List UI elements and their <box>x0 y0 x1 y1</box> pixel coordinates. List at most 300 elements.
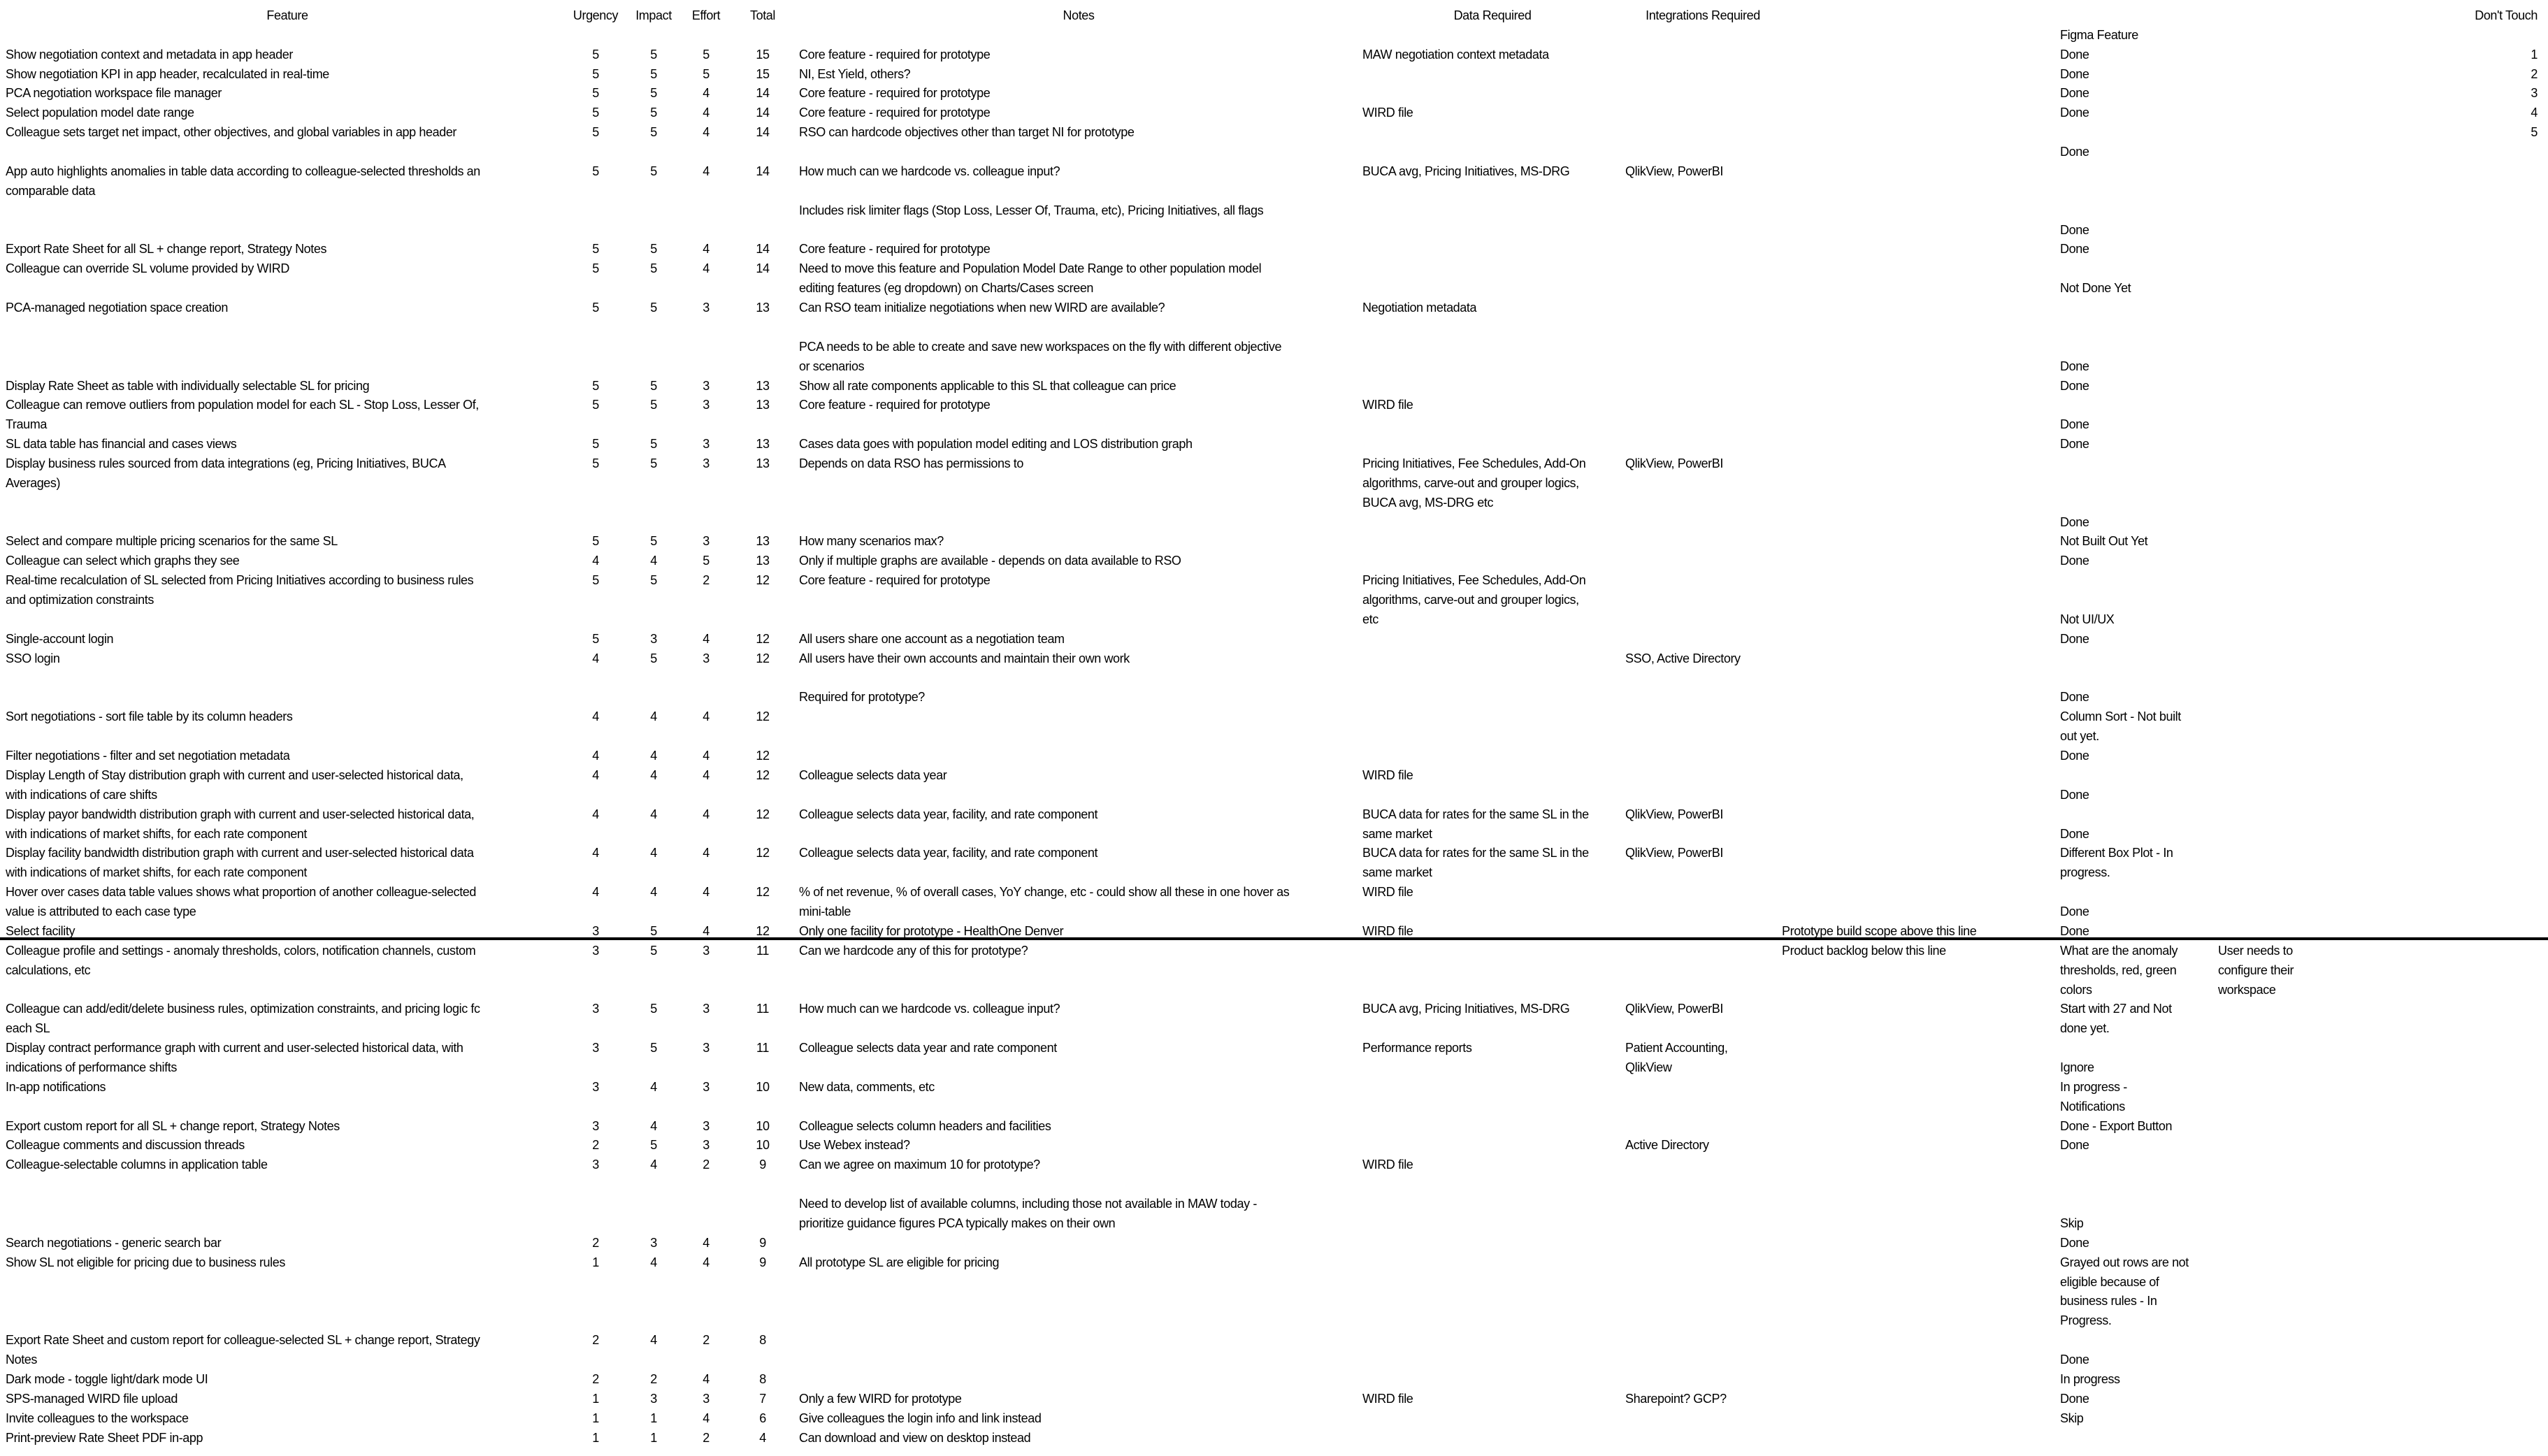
cell-feature: Real-time recalculation of SL selected from Pricing Initiatives according to business rules <box>6 573 474 587</box>
sheet-row <box>0 376 2548 396</box>
cell-impact: 3 <box>650 632 657 646</box>
cell-notes: Core feature - required for prototype <box>799 48 991 62</box>
cell-feature: Colleague sets target net impact, other objectives, and global variables in app header <box>6 125 457 139</box>
sheet-row <box>0 415 2548 434</box>
cell-urgency: 5 <box>592 534 599 548</box>
cell-impact: 5 <box>650 48 657 62</box>
cell-notes: Show all rate components applicable to this SL that colleague can price <box>799 379 1176 393</box>
cell-effort: 2 <box>703 1431 710 1445</box>
cell-feature: Display facility bandwidth distribution graph with current and user-selected historical data <box>6 846 474 860</box>
cell-total: 9 <box>759 1255 766 1269</box>
cell-figma-status: thresholds, red, green <box>2060 963 2177 977</box>
cell-total: 11 <box>756 944 769 958</box>
cell-figma-status: Different Box Plot - In <box>2060 846 2173 860</box>
sheet-row <box>0 512 2548 532</box>
cell-notes: Colleague selects data year, facility, and rate component <box>799 807 1098 821</box>
cell-effort: 4 <box>703 1411 710 1425</box>
sheet-row <box>0 687 2548 707</box>
cell-urgency: 3 <box>592 1041 599 1055</box>
cell-data-required: BUCA data for rates for the same SL in the <box>1362 807 1589 821</box>
sheet-row <box>0 668 2548 688</box>
cell-impact: 5 <box>650 651 657 665</box>
cell-notes: Colleague selects data year and rate component <box>799 1041 1057 1055</box>
cell-notes: Core feature - required for prototype <box>799 86 991 100</box>
cell-data-required: Pricing Initiatives, Fee Schedules, Add-On <box>1362 456 1586 470</box>
cell-total: 12 <box>756 709 770 723</box>
cell-workspace-note: User needs to <box>2218 944 2293 958</box>
cell-notes: Only a few WIRD for prototype <box>799 1392 962 1406</box>
cell-integrations-required: QlikView <box>1625 1060 1672 1074</box>
cell-feature: Display business rules sourced from data integrations (eg, Pricing Initiatives, BUCA <box>6 456 446 470</box>
sheet-row <box>0 83 2548 103</box>
cell-urgency: 2 <box>592 1333 599 1347</box>
cell-impact: 4 <box>650 1080 657 1094</box>
cell-notes: prioritize guidance figures PCA typically makes on their own <box>799 1216 1116 1230</box>
sheet-row <box>0 746 2548 765</box>
col-header-feature: Feature <box>266 8 308 22</box>
sheet-row <box>0 1097 2548 1116</box>
cell-urgency: 4 <box>592 749 599 763</box>
cell-integrations-required: QlikView, PowerBI <box>1625 807 1723 821</box>
cell-figma-status: Done <box>2060 223 2089 237</box>
cell-feature: Colleague can override SL volume provided by WIRD <box>6 261 289 275</box>
cell-feature: Print-preview Rate Sheet PDF in-app <box>6 1431 203 1445</box>
cell-dont-touch: 3 <box>2531 86 2538 100</box>
cell-total: 15 <box>756 67 770 81</box>
cell-total: 10 <box>756 1119 770 1133</box>
cell-notes: RSO can hardcode objectives other than target NI for prototype <box>799 125 1135 139</box>
cell-figma-status: Figma Feature <box>2060 28 2138 42</box>
sheet-row <box>0 337 2548 356</box>
col-header-integrations-required: Integrations Required <box>1646 8 1760 22</box>
cell-feature: Averages) <box>6 476 61 490</box>
cell-dont-touch: 1 <box>2531 48 2538 62</box>
cell-feature: Dark mode - toggle light/dark mode UI <box>6 1372 208 1386</box>
cell-total: 13 <box>756 437 770 451</box>
cell-notes: % of net revenue, % of overall cases, YoY change, etc - could show all these in one hover as <box>799 885 1290 899</box>
cell-figma-status: Done <box>2060 359 2089 373</box>
cell-notes: How much can we hardcode vs. colleague input? <box>799 164 1060 178</box>
cell-total: 10 <box>756 1080 770 1094</box>
cell-feature: with indications of care shifts <box>6 788 157 802</box>
sheet-row <box>0 843 2548 863</box>
cell-impact: 4 <box>650 554 657 568</box>
cell-notes: Can RSO team initialize negotiations when new WIRD are available? <box>799 301 1165 315</box>
cell-total: 14 <box>756 106 770 120</box>
cell-impact: 5 <box>650 924 657 938</box>
cell-impact: 4 <box>650 749 657 763</box>
cell-total: 13 <box>756 456 770 470</box>
cell-feature: calculations, etc <box>6 963 91 977</box>
cell-data-required: WIRD file <box>1362 106 1413 120</box>
cell-impact: 4 <box>650 1333 657 1347</box>
cell-data-required: algorithms, carve-out and grouper logics, <box>1362 593 1579 607</box>
cell-urgency: 5 <box>592 164 599 178</box>
cell-feature: Filter negotiations - filter and set negotiation metadata <box>6 749 290 763</box>
cell-figma-status: Done <box>2060 924 2089 938</box>
cell-figma-status: Ignore <box>2060 1060 2094 1074</box>
cell-urgency: 5 <box>592 437 599 451</box>
sheet-row <box>0 1116 2548 1136</box>
cell-effort: 4 <box>703 242 710 256</box>
cell-impact: 5 <box>650 1041 657 1055</box>
cell-impact: 5 <box>650 164 657 178</box>
cell-figma-status: What are the anomaly <box>2060 944 2178 958</box>
sheet-row <box>0 45 2548 64</box>
cell-feature: PCA negotiation workspace file manager <box>6 86 222 100</box>
cell-feature: Select and compare multiple pricing scenarios for the same SL <box>6 534 338 548</box>
cell-total: 11 <box>756 1041 769 1055</box>
cell-figma-status: Start with 27 and Not <box>2060 1002 2172 1016</box>
sheet-row <box>0 1058 2548 1077</box>
cell-impact: 5 <box>650 1002 657 1016</box>
cell-feature: Export Rate Sheet for all SL + change report, Strategy Notes <box>6 242 327 256</box>
cell-figma-status: Done <box>2060 904 2089 918</box>
cell-notes: NI, Est Yield, others? <box>799 67 911 81</box>
cell-feature: SPS-managed WIRD file upload <box>6 1392 178 1406</box>
cell-workspace-note: configure their <box>2218 963 2294 977</box>
cell-impact: 4 <box>650 807 657 821</box>
cell-data-required: WIRD file <box>1362 885 1413 899</box>
cell-integrations-required: QlikView, PowerBI <box>1625 164 1723 178</box>
cell-feature: Trauma <box>6 417 47 431</box>
cell-figma-status: Done <box>2060 1138 2089 1152</box>
cell-effort: 3 <box>703 534 710 548</box>
cell-impact: 5 <box>650 242 657 256</box>
cell-notes: Only one facility for prototype - HealthOne Denver <box>799 924 1064 938</box>
cell-effort: 3 <box>703 1041 710 1055</box>
cell-total: 14 <box>756 86 770 100</box>
cell-figma-status: Done <box>2060 379 2089 393</box>
cell-data-required: MAW negotiation context metadata <box>1362 48 1549 62</box>
cell-feature: Show negotiation context and metadata in app header <box>6 48 293 62</box>
sheet-row <box>0 1135 2548 1155</box>
sheet-row <box>0 356 2548 376</box>
cell-effort: 4 <box>703 846 710 860</box>
sheet-row <box>0 1408 2548 1428</box>
cell-figma-status: Done <box>2060 632 2089 646</box>
cell-effort: 4 <box>703 164 710 178</box>
cell-urgency: 3 <box>592 1119 599 1133</box>
cell-effort: 4 <box>703 924 710 938</box>
cell-effort: 4 <box>703 768 710 782</box>
cell-total: 7 <box>759 1392 766 1406</box>
cell-data-required: Performance reports <box>1362 1041 1472 1055</box>
sheet-row <box>0 1330 2548 1350</box>
cell-impact: 5 <box>650 1138 657 1152</box>
cell-feature: indications of performance shifts <box>6 1060 177 1074</box>
cell-impact: 5 <box>650 261 657 275</box>
cell-effort: 4 <box>703 749 710 763</box>
cell-total: 9 <box>759 1158 766 1172</box>
sheet-row <box>0 181 2548 201</box>
cell-total: 8 <box>759 1372 766 1386</box>
sheet-row <box>0 960 2548 980</box>
cell-urgency: 1 <box>592 1255 599 1269</box>
cell-feature: Colleague can remove outliers from population model for each SL - Stop Loss, Lesser Of, <box>6 398 479 412</box>
cell-feature: SSO login <box>6 651 60 665</box>
cell-notes: Can download and view on desktop instead <box>799 1431 1031 1445</box>
sheet-row <box>0 531 2548 551</box>
sheet-row <box>0 493 2548 512</box>
cell-urgency: 4 <box>592 807 599 821</box>
cell-urgency: 5 <box>592 379 599 393</box>
cell-notes: Required for prototype? <box>799 690 925 704</box>
cell-notes: New data, comments, etc <box>799 1080 935 1094</box>
cell-urgency: 3 <box>592 1002 599 1016</box>
cell-figma-status: Done <box>2060 749 2089 763</box>
cell-impact: 1 <box>650 1431 657 1445</box>
cell-impact: 5 <box>650 437 657 451</box>
cell-impact: 2 <box>650 1372 657 1386</box>
cell-integrations-required: QlikView, PowerBI <box>1625 456 1723 470</box>
cell-urgency: 1 <box>592 1392 599 1406</box>
cell-workspace-note: workspace <box>2218 983 2276 997</box>
cell-dont-touch: 2 <box>2531 67 2538 81</box>
cell-figma-status: Done <box>2060 417 2089 431</box>
cell-urgency: 4 <box>592 768 599 782</box>
cell-notes: Can we hardcode any of this for prototype? <box>799 944 1028 958</box>
cell-urgency: 5 <box>592 261 599 275</box>
cell-urgency: 5 <box>592 106 599 120</box>
cell-figma-status: Done <box>2060 1392 2089 1406</box>
cell-scope-note: Product backlog below this line <box>1782 944 1946 958</box>
sheet-row <box>0 863 2548 882</box>
cell-urgency: 5 <box>592 573 599 587</box>
cell-effort: 4 <box>703 632 710 646</box>
sheet-row <box>0 1350 2548 1369</box>
cell-impact: 4 <box>650 1119 657 1133</box>
cell-figma-status: Done <box>2060 67 2089 81</box>
cell-impact: 5 <box>650 379 657 393</box>
cell-figma-status: Done <box>2060 690 2089 704</box>
cell-impact: 5 <box>650 534 657 548</box>
cell-figma-status: Skip <box>2060 1411 2084 1425</box>
sheet-row <box>0 220 2548 240</box>
cell-total: 12 <box>756 573 770 587</box>
cell-impact: 5 <box>650 456 657 470</box>
sheet-row <box>0 317 2548 337</box>
cell-impact: 5 <box>650 944 657 958</box>
cell-urgency: 2 <box>592 1372 599 1386</box>
cell-feature: Select population model date range <box>6 106 194 120</box>
cell-urgency: 5 <box>592 125 599 139</box>
cell-figma-status: Done <box>2060 515 2089 529</box>
cell-impact: 4 <box>650 709 657 723</box>
cell-effort: 2 <box>703 573 710 587</box>
cell-feature: Select facility <box>6 924 75 938</box>
cell-urgency: 4 <box>592 651 599 665</box>
cell-total: 12 <box>756 651 770 665</box>
cell-feature: with indications of market shifts, for each rate component <box>6 827 308 841</box>
cell-effort: 4 <box>703 709 710 723</box>
col-header-impact: Impact <box>635 8 672 22</box>
cell-total: 12 <box>756 749 770 763</box>
cell-data-required: algorithms, carve-out and grouper logics, <box>1362 476 1579 490</box>
sheet-row <box>0 882 2548 902</box>
cell-figma-status: Progress. <box>2060 1313 2112 1327</box>
cell-feature: PCA-managed negotiation space creation <box>6 301 229 315</box>
sheet-row <box>0 1018 2548 1038</box>
cell-effort: 4 <box>703 261 710 275</box>
cell-feature: Colleague can select which graphs they see <box>6 554 240 568</box>
cell-urgency: 5 <box>592 632 599 646</box>
sheet-row <box>0 1233 2548 1253</box>
sheet-row <box>0 395 2548 415</box>
cell-figma-status: Done <box>2060 86 2089 100</box>
cell-integrations-required: Patient Accounting, <box>1625 1041 1728 1055</box>
cell-total: 12 <box>756 846 770 860</box>
sheet-row <box>0 590 2548 610</box>
cell-figma-status: Done <box>2060 48 2089 62</box>
sheet-row <box>0 805 2548 824</box>
sheet-row <box>0 726 2548 746</box>
cell-total: 14 <box>756 242 770 256</box>
cell-notes: Core feature - required for prototype <box>799 106 991 120</box>
cell-effort: 4 <box>703 1255 710 1269</box>
sheet-row <box>0 629 2548 649</box>
cell-data-required: BUCA data for rates for the same SL in the <box>1362 846 1589 860</box>
sheet-row <box>0 1428 2548 1448</box>
cell-feature: Search negotiations - generic search bar <box>6 1236 222 1250</box>
cell-effort: 5 <box>703 48 710 62</box>
cell-notes: Cases data goes with population model editing and LOS distribution graph <box>799 437 1193 451</box>
sheet-row <box>0 824 2548 844</box>
cell-urgency: 5 <box>592 67 599 81</box>
cell-urgency: 3 <box>592 924 599 938</box>
cell-urgency: 4 <box>592 846 599 860</box>
sheet-row <box>0 1155 2548 1174</box>
sheet-row <box>0 434 2548 454</box>
cell-effort: 4 <box>703 1372 710 1386</box>
cell-figma-status: colors <box>2060 983 2092 997</box>
cell-effort: 4 <box>703 125 710 139</box>
cell-integrations-required: Active Directory <box>1625 1138 1709 1152</box>
cell-figma-status: Done - Export Button <box>2060 1119 2173 1133</box>
cell-urgency: 5 <box>592 86 599 100</box>
cell-feature: Display Length of Stay distribution graph with current and user-selected historical data, <box>6 768 463 782</box>
sheet-row <box>0 64 2548 84</box>
cell-notes: PCA needs to be able to create and save new workspaces on the fly with different objective <box>799 340 1282 354</box>
cell-figma-status: Column Sort - Not built <box>2060 709 2181 723</box>
cell-data-required: etc <box>1362 612 1379 626</box>
cell-notes: Colleague selects data year, facility, and rate component <box>799 846 1098 860</box>
cell-effort: 5 <box>703 554 710 568</box>
cell-effort: 3 <box>703 1119 710 1133</box>
cell-total: 13 <box>756 554 770 568</box>
cell-total: 14 <box>756 164 770 178</box>
cell-dont-touch: 5 <box>2531 125 2538 139</box>
cell-figma-status: done yet. <box>2060 1021 2110 1035</box>
cell-figma-status: Done <box>2060 145 2089 159</box>
cell-notes: Includes risk limiter flags (Stop Loss, Lesser Of, Trauma, etc), Pricing Initiatives, all flags <box>799 203 1264 217</box>
cell-feature: Show SL not eligible for pricing due to business rules <box>6 1255 285 1269</box>
cell-feature: Colleague-selectable columns in application table <box>6 1158 268 1172</box>
cell-total: 9 <box>759 1236 766 1250</box>
cell-notes: How much can we hardcode vs. colleague input? <box>799 1002 1060 1016</box>
cell-integrations-required: SSO, Active Directory <box>1625 651 1741 665</box>
cell-impact: 4 <box>650 885 657 899</box>
cell-total: 6 <box>759 1411 766 1425</box>
cell-notes: All users share one account as a negotiation team <box>799 632 1065 646</box>
cell-notes: Can we agree on maximum 10 for prototype? <box>799 1158 1040 1172</box>
cell-figma-status: Not Done Yet <box>2060 281 2131 295</box>
cell-figma-status: progress. <box>2060 865 2110 879</box>
sheet-row <box>0 259 2548 278</box>
sheet-row <box>0 473 2548 493</box>
sheet-row <box>0 551 2548 570</box>
sheet-row <box>0 201 2548 220</box>
cell-notes: or scenarios <box>799 359 865 373</box>
sheet-row <box>0 239 2548 259</box>
sheet-row <box>0 902 2548 921</box>
cell-total: 13 <box>756 379 770 393</box>
cell-effort: 3 <box>703 398 710 412</box>
sheet-row <box>0 1213 2548 1233</box>
col-header-notes: Notes <box>1063 8 1095 22</box>
sheet-row <box>0 570 2548 590</box>
col-header-effort: Effort <box>691 8 721 22</box>
cell-feature: In-app notifications <box>6 1080 106 1094</box>
cell-notes: mini-table <box>799 904 851 918</box>
cell-total: 4 <box>759 1431 766 1445</box>
cell-feature: Sort negotiations - sort file table by its column headers <box>6 709 293 723</box>
col-header-dont-touch: Don't Touch <box>2475 8 2538 22</box>
sheet-row <box>0 1194 2548 1213</box>
cell-data-required: Pricing Initiatives, Fee Schedules, Add-On <box>1362 573 1586 587</box>
cell-notes: Need to move this feature and Population Model Date Range to other population model <box>799 261 1262 275</box>
cell-feature: Show negotiation KPI in app header, recalculated in real-time <box>6 67 329 81</box>
cell-impact: 1 <box>650 1411 657 1425</box>
cell-total: 11 <box>756 1002 769 1016</box>
sheet-row <box>0 765 2548 785</box>
cell-impact: 4 <box>650 846 657 860</box>
cell-integrations-required: Sharepoint? GCP? <box>1625 1392 1727 1406</box>
sheet-row <box>0 25 2548 45</box>
cell-total: 12 <box>756 768 770 782</box>
cell-figma-status: Done <box>2060 554 2089 568</box>
cell-figma-status: Done <box>2060 1353 2089 1367</box>
cell-feature: Single-account login <box>6 632 114 646</box>
cell-impact: 4 <box>650 1158 657 1172</box>
cell-urgency: 4 <box>592 885 599 899</box>
cell-impact: 3 <box>650 1392 657 1406</box>
cell-feature: Notes <box>6 1353 38 1367</box>
cell-effort: 3 <box>703 456 710 470</box>
col-header-urgency: Urgency <box>573 8 619 22</box>
cell-notes: Need to develop list of available columns, including those not available in MAW today - <box>799 1197 1257 1211</box>
cell-integrations-required: QlikView, PowerBI <box>1625 846 1723 860</box>
cell-urgency: 4 <box>592 554 599 568</box>
cell-effort: 3 <box>703 944 710 958</box>
cell-figma-status: Skip <box>2060 1216 2084 1230</box>
sheet-row <box>0 122 2548 142</box>
cell-urgency: 5 <box>592 456 599 470</box>
sheet-row <box>0 454 2548 473</box>
cell-feature: comparable data <box>6 184 96 198</box>
cell-figma-status: out yet. <box>2060 729 2099 743</box>
cell-feature: value is attributed to each case type <box>6 904 196 918</box>
cell-impact: 5 <box>650 86 657 100</box>
cell-urgency: 3 <box>592 944 599 958</box>
cell-integrations-required: QlikView, PowerBI <box>1625 1002 1723 1016</box>
cell-figma-status: Done <box>2060 106 2089 120</box>
cell-urgency: 1 <box>592 1431 599 1445</box>
cell-feature: SL data table has financial and cases views <box>6 437 237 451</box>
cell-impact: 5 <box>650 106 657 120</box>
cell-urgency: 5 <box>592 398 599 412</box>
cell-figma-status: Grayed out rows are not <box>2060 1255 2189 1269</box>
